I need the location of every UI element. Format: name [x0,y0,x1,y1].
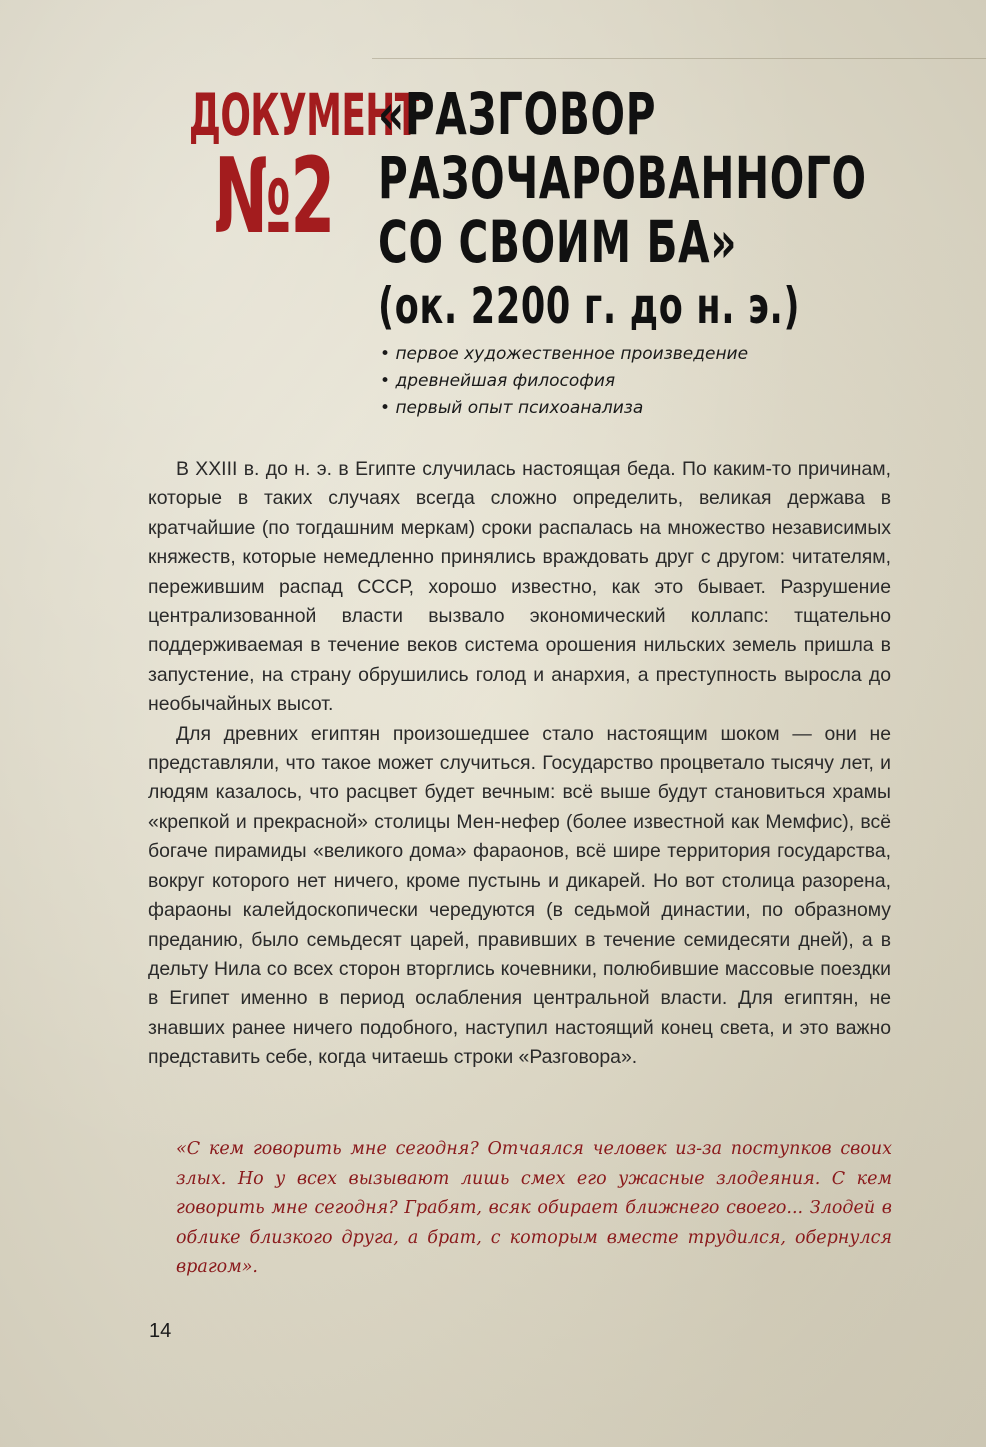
body-paragraph-1: В XXIII в. до н. э. в Египте случилась настоящая беда. По каким-то причинам, которые в таких случаях всегда сложно определить, великая держава в кратчайшие (по тогдашним меркам) сроки распалась на множество независимых княжеств, которые немедленно принялись враждовать друг с другом: читателям, пережившим распад СССР, хорошо известно, как это бывает. Разрушение централизованной власти вызвало экономический коллапс: тщательно поддерживаемая в течение веков система орошения нильских земель пришла в запустение, на страну обрушились голод и анархия, а преступность выросла до необычайных высот. [148,458,891,716]
title-line-1: «РАЗГОВОР [378,80,657,148]
feature-item: • древнейшая философия [380,368,940,395]
page-number: 14 [149,1320,172,1342]
document-title [378,82,938,338]
feature-item: • первый опыт психоанализа [380,395,940,422]
quotation [176,1135,892,1283]
title-line-3: СО СВОИМ БА» [378,208,738,276]
paper-fold-line [372,58,986,59]
title-line-2: РАЗОЧАРОВАННОГО [378,144,867,212]
document-word: ДОКУМЕНТ [188,81,419,149]
document-label [100,81,419,257]
document-number: №2 [214,135,334,257]
quotation-text: «С кем говорить мне сегодня? Отчаялся человек из-за поступков своих злых. Но у всех вызывают лишь смех его ужасные злодеяния. С кем говорить мне сегодня? Грабят, всяк обирает ближнего своего... Злодей в облике близкого друга, а брат, с которым вместе трудился, обернулся врагом». [176,1139,892,1277]
title-date: (ок. 2200 г. до н. э.) [378,277,801,335]
feature-item: • первое художественное произведение [380,341,940,368]
feature-list [380,341,940,422]
body-text [148,455,891,1073]
body-paragraph-2: Для древних египтян произошедшее стало настоящим шоком — они не представляли, что такое может случиться. Государство процветало тысячу лет, и людям казалось, что расцвет будет вечным: всё выше будут становиться храмы «крепкой и прекрасной» столицы Мен-нефер (более известной как Мемфис), всё богаче пирамиды «великого дома» фараонов, всё шире территория государства, вокруг которого нет ничего, кроме пустынь и дикарей. Но вот столица разорена, фараоны калейдоскопически чередуются (в седьмой династии, по образному преданию, было семьдесят царей, правивших в течение семидесяти дней), а в дельту Нила со всех сторон вторглись кочевники, полюбившие массовые поездки в Египет именно в период ослабления центральной власти. Для египтян, не знавших ранее ничего подобного, наступил настоящий конец света, и это важно представить себе, когда читаешь строки «Разговора». [148,722,891,1069]
